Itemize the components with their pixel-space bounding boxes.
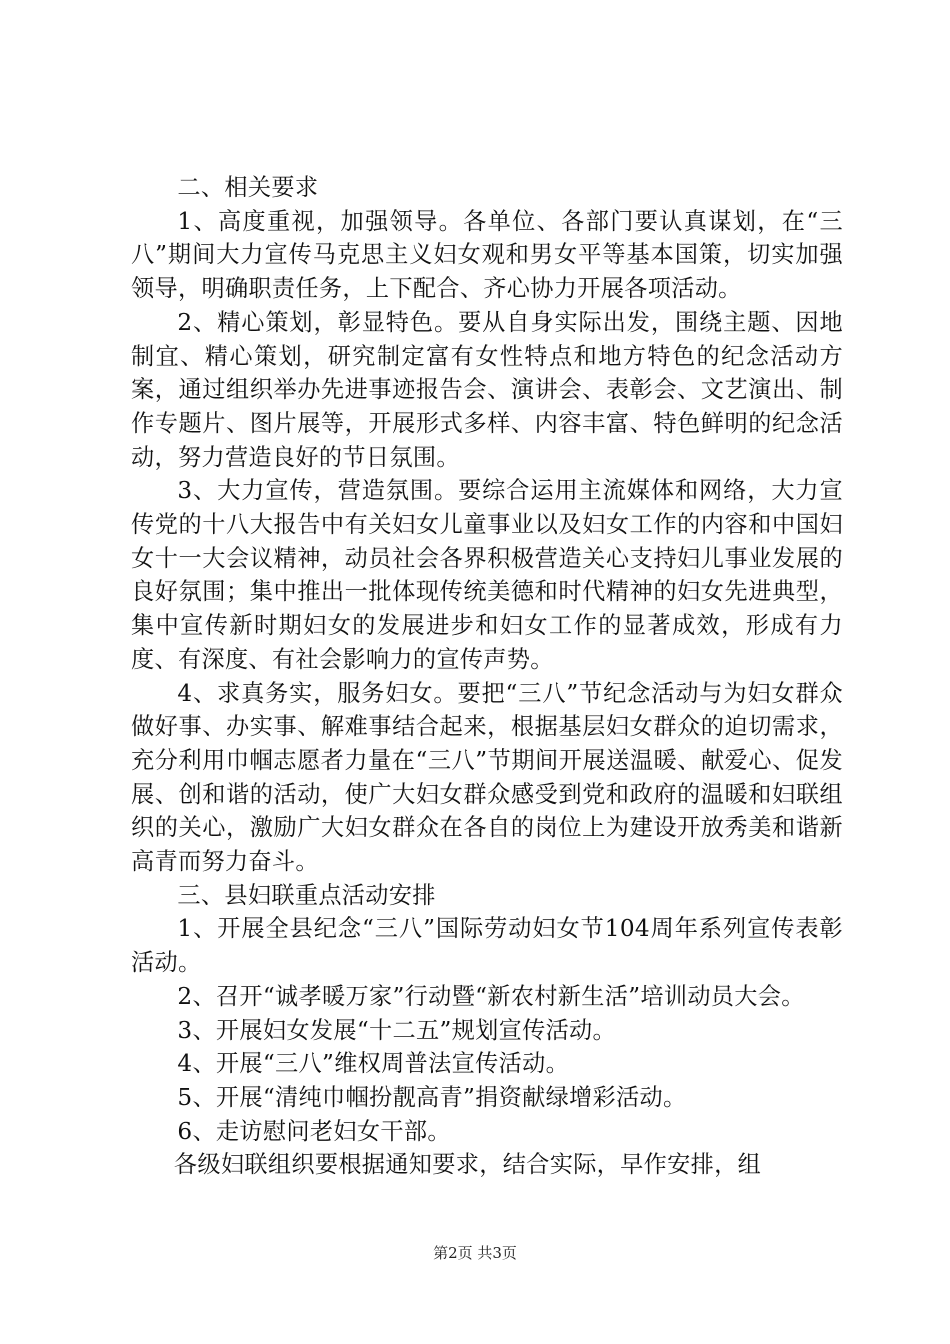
section-heading-requirements: 二、相关要求 xyxy=(177,174,319,201)
section-heading-activities: 三、县妇联重点活动安排 xyxy=(177,881,436,909)
activity-item-6: 6、走访慰问老妇女干部。 xyxy=(177,1117,451,1145)
page-footer: 第2页 共3页 xyxy=(433,1244,517,1262)
paragraph-planning: 2、精心策划，彰显特色。要从自身实际出发，围绕主题、因地制宜、精心策划，研究制定富有女性特点和地方特色的纪念活动方案，通过组织举办先进事迹报告会、演讲会、表彰会、文艺演出、制作专题片、图片展等，开展形式多样、内容丰富、特色鲜明的纪念活动，努力营造良好的节日氛围。 xyxy=(131,308,843,471)
activity-item-4: 4、开展“三八”维权周普法宣传活动。 xyxy=(177,1050,570,1078)
paragraph-publicity: 3、大力宣传，营造氛围。要综合运用主流媒体和网络，大力宣传党的十八大报告中有关妇女儿童事业以及妇女工作的内容和中国妇女十一大会议精神，动员社会各界积极营造关心支持妇儿事业发展的良好氛围；集中推出一批体现传统美德和时代精神的妇女先进典型，集中宣传新时期妇女的发展进步和妇女工作的显著成效，形成有力度、有深度、有社会影响力的宣传声势。 xyxy=(131,477,843,673)
activity-item-3: 3、开展妇女发展“十二五”规划宣传活动。 xyxy=(177,1016,617,1044)
paragraph-leadership: 1、高度重视，加强领导。各单位、各部门要认真谋划，在“三八”期间大力宣传马克思主义妇女观和男女平等基本国策，切实加强领导，明确职责任务，上下配合、齐心协力开展各项活动。 xyxy=(131,207,843,303)
activity-item-1: 1、开展全县纪念“三八”国际劳动妇女节104周年系列宣传表彰活动。 xyxy=(131,915,843,977)
document-body xyxy=(131,171,843,1182)
activity-item-2: 2、召开“诚孝暖万家”行动暨“新农村新生活”培训动员大会。 xyxy=(177,982,805,1010)
activity-item-5: 5、开展“清纯巾帼扮靓高青”捐资献绿增彩活动。 xyxy=(177,1083,687,1111)
paragraph-service: 4、求真务实，服务妇女。要把“三八”节纪念活动与为妇女群众做好事、办实事、解难事结合起来，根据基层妇女群众的迫切需求，充分利用巾帼志愿者力量在“三八”节期间开展送温暖、献爱心、促发展、创和谐的活动，使广大妇女群众感受到党和政府的温暖和妇联组织的关心，激励广大妇女群众在各自的岗位上为建设开放秀美和谐新高青而努力奋斗。 xyxy=(131,679,843,876)
paragraph-closing: 各级妇联组织要根据通知要求，结合实际，早作安排，组 xyxy=(173,1151,762,1179)
